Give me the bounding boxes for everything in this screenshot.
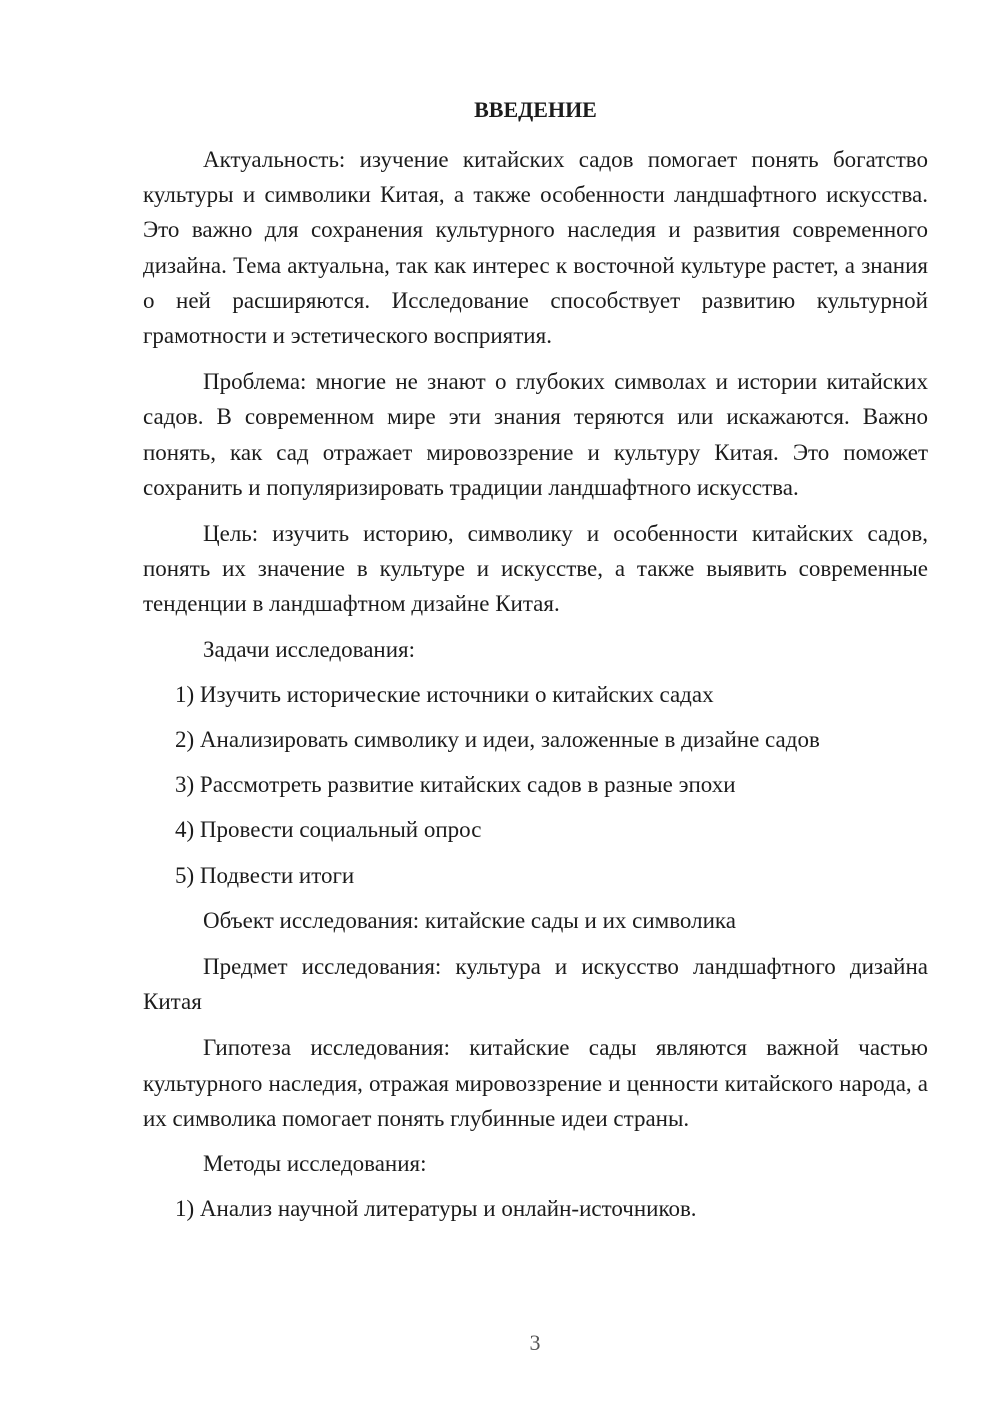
- page-number: 3: [529, 1330, 541, 1355]
- object-paragraph: Объект исследования: китайские сады и их символика: [203, 907, 736, 933]
- tasks-list: [143, 677, 928, 893]
- methods-list: [143, 1191, 928, 1226]
- task-item: 1) Изучить исторические источники о китайских садах: [175, 681, 714, 707]
- relevance-paragraph: Актуальность: изучение китайских садов помогает понять богатство культуры и символики Китая, а также особенности ландшафтного искусства. Это важно для сохранения культурного наследия и развития современного дизайна. Тема актуальна, так как интерес к восточной культуре растет, а знания о ней расширяются. Исследование способствует развитию культурной грамотности и эстетического восприятия.: [143, 147, 928, 349]
- task-item: 5) Подвести итоги: [175, 862, 355, 888]
- problem-paragraph: Проблема: многие не знают о глубоких символах и истории китайских садов. В современном мире эти знания теряются или искажаются. Важно понять, как сад отражает мировоззрение и культуру Китая. Это поможет сохранить и популяризировать традиции ландшафтного искусства.: [143, 369, 928, 500]
- tasks-heading: Задачи исследования:: [203, 636, 416, 662]
- subject-paragraph: Предмет исследования: культура и искусство ландшафтного дизайна Китая: [143, 953, 928, 1015]
- task-item: 3) Рассмотреть развитие китайских садов в разные эпохи: [175, 772, 736, 798]
- method-item: 1) Анализ научной литературы и онлайн-источников.: [175, 1196, 697, 1222]
- hypothesis-paragraph: Гипотеза исследования: китайские сады являются важной частью культурного наследия, отражая мировоззрение и ценности китайского народа, а их символика помогает понять глубинные идеи страны.: [143, 1035, 928, 1131]
- task-item: 4) Провести социальный опрос: [175, 817, 482, 843]
- goal-paragraph: Цель: изучить историю, символику и особенности китайских садов, понять их значение в культуре и искусстве, а также выявить современные тенденции в ландшафтном дизайне Китая.: [143, 521, 928, 617]
- methods-heading: Методы исследования:: [203, 1150, 427, 1176]
- document-page: [143, 92, 928, 1226]
- section-title: ВВЕДЕНИЕ: [474, 97, 597, 122]
- task-item: 2) Анализировать символику и идеи, заложенные в дизайне садов: [175, 727, 820, 753]
